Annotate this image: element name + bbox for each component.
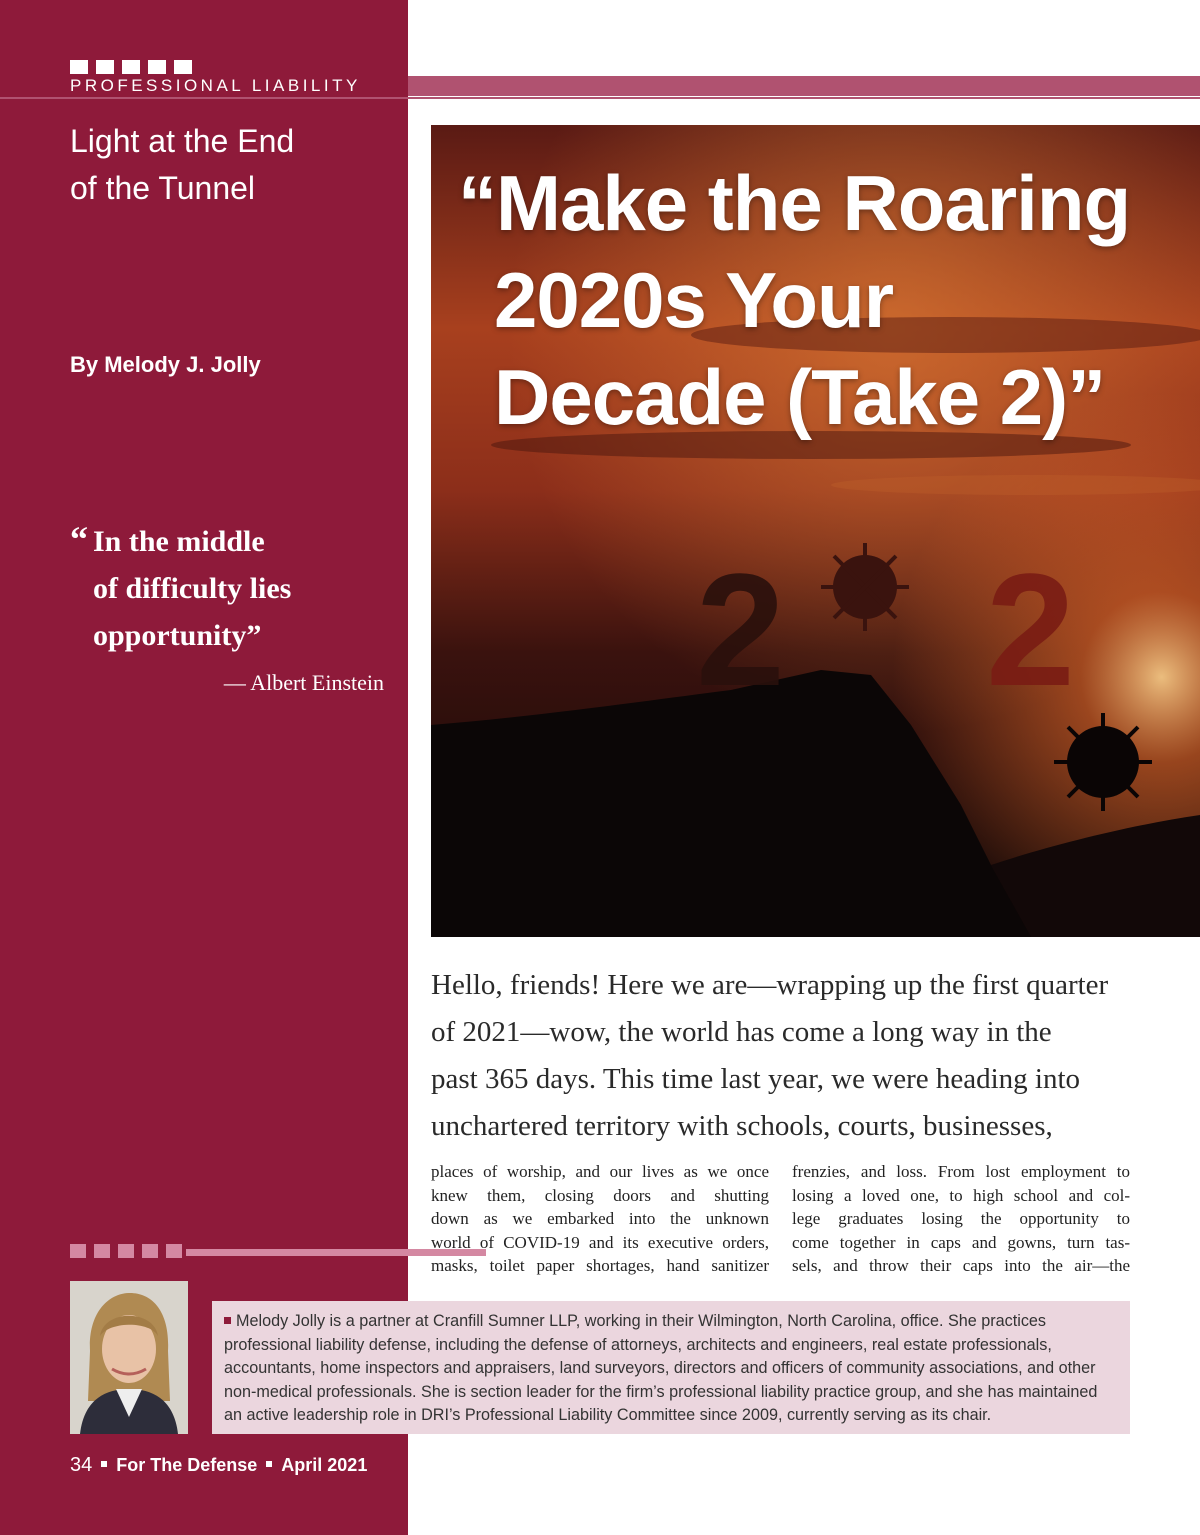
page-number: 34 [70,1454,93,1476]
body-column-2 [792,1160,1130,1278]
headline-line: Decade (Take 2)” [494,353,1106,441]
body-line: down as we embarked into the unknown [431,1209,769,1228]
decorative-squares-bottom [70,1244,182,1258]
publication-name: For The Defense [116,1455,258,1475]
quote-attribution: — Albert Einstein [223,670,384,695]
svg-text:2: 2 [986,540,1075,719]
separator-icon [101,1461,107,1467]
separator-icon [266,1461,272,1467]
headline-line: “Make the Roaring [458,159,1131,247]
headline [458,155,1178,446]
bio-bullet-icon [224,1317,231,1324]
column-title-line: of the Tunnel [70,170,256,206]
header-rule [0,97,1200,99]
bio-text: Melody Jolly is a partner at Cranfill Sumner LLP, working in their Wilmington, North Carolina, office. She practices professional liability defense, including the defense of attorneys, architects and engineers, real estate professionals, accountants, home inspectors and appraisers, land surveyors, directors and officers of community associations, and other non-medical professionals. She is section leader for the firm’s professional liability practice group, and she has maintained an active leadership role in DRI’s Professional Liability Committee since 2009, currently serving as its chair. [224,1312,1098,1425]
author-photo [70,1281,188,1434]
body-line: come together in caps and gowns, turn tas- [792,1232,1130,1252]
lead-line: of 2021—wow, the world has come a long way in the [431,1016,1052,1048]
body-line: frenzies, and loss. From lost employment to [792,1162,1130,1181]
body-line: losing a loved one, to high school and col- [792,1185,1130,1205]
issue-date: April 2021 [281,1455,368,1475]
decorative-squares-top [70,60,192,74]
body-line: lege graduates losing the opportunity to [792,1209,1130,1228]
lead-line: unchartered territory with schools, courts, businesses, [431,1110,1053,1142]
quote-mark: “ [70,519,88,559]
body-line: places of worship, and our lives as we once [431,1162,769,1181]
body-line: world of COVID-19 and its executive orders, [431,1232,769,1252]
quote-text: In the middle of difficulty lies opportunity” [93,525,292,652]
body-column-1 [431,1160,769,1278]
headline-line: 2020s Your [494,256,894,344]
section-label: PROFESSIONAL LIABILITY [70,76,361,95]
author-bio [212,1301,1130,1434]
column-title [70,118,390,212]
page-footer [70,1454,367,1477]
lead-paragraph [431,962,1151,1150]
lead-line: Hello, friends! Here we are—wrapping up the first quarter [431,969,1109,1001]
lead-line: past 365 days. This time last year, we were heading into [431,1063,1081,1095]
body-line: sels, and throw their caps into the air—the [792,1256,1130,1275]
column-title-line: Light at the End [70,123,295,159]
header-accent-bar [408,76,1200,96]
svg-text:2: 2 [696,540,785,719]
byline: By Melody J. Jolly [70,352,261,377]
pull-quote [70,518,390,695]
body-line: masks, toilet paper shortages, hand sanitizer [431,1256,769,1275]
body-line: knew them, closing doors and shutting [431,1185,769,1205]
